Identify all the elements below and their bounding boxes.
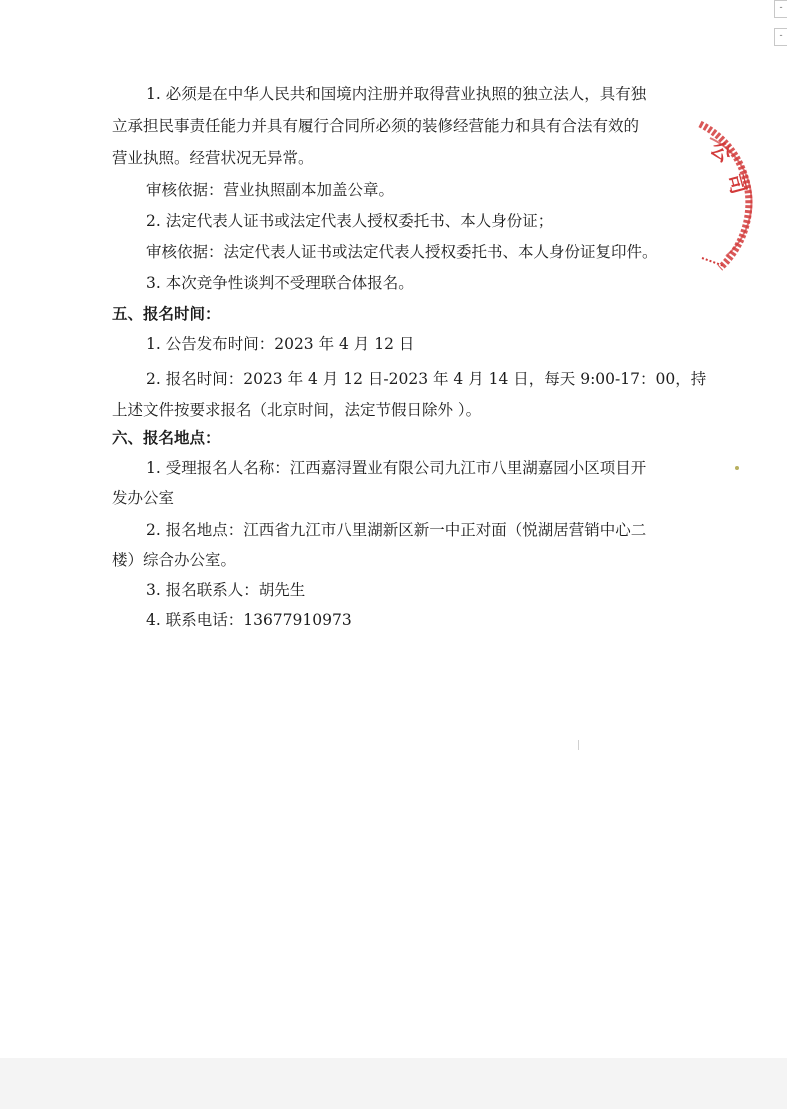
review-basis-2: 审核依据：法定代表人证书或法定代表人授权委托书、本人身份证复印件。 [146,243,658,261]
announcement-time: 1. 公告发布时间：2023 年 4 月 12 日 [146,335,415,353]
contact-phone: 4. 联系电话：13677910973 [146,611,352,629]
requirement-1-line-2: 立承担民事责任能力并具有履行合同所必须的装修经营能力和具有合法有效的 [112,117,640,135]
svg-text:公: 公 [705,135,737,168]
corner-widget-top[interactable]: - [774,0,787,18]
location-2-line-1: 2. 报名地点：江西省九江市八里湖新区新一中正对面（悦湖居营销中心二 [146,521,647,539]
requirement-1-line-1: 1. 必须是在中华人民共和国境内注册并取得营业执照的独立法人，具有独 [146,85,647,103]
section-6-heading: 六、报名地点： [112,429,221,447]
location-2-line-2: 楼）综合办公室。 [112,551,237,569]
registration-time-line-1: 2. 报名时间：2023 年 4 月 12 日-2023 年 4 月 14 日，每天 9:00-17：00，持 [146,370,707,388]
section-5-heading: 五、报名时间： [112,305,221,323]
review-basis-1: 审核依据：营业执照副本加盖公章。 [146,181,395,199]
corner-widget-bottom[interactable]: - [774,28,787,46]
svg-text:司: 司 [722,170,752,197]
scan-mark [578,740,579,750]
requirement-1-line-3: 营业执照。经营状况无异常。 [112,149,314,167]
company-seal-stamp [680,118,787,278]
location-1-line-1: 1. 受理报名人名称：江西嘉浔置业有限公司九江市八里湖嘉园小区项目开 [146,459,647,477]
requirement-3: 3. 本次竞争性谈判不受理联合体报名。 [146,274,414,292]
page-bottom-shade [0,1058,787,1109]
requirement-2: 2. 法定代表人证书或法定代表人授权委托书、本人身份证； [146,212,554,230]
location-1-line-2: 发办公室 [112,489,175,507]
contact-person: 3. 报名联系人：胡先生 [146,581,306,599]
registration-time-line-2: 上述文件按要求报名（北京时间，法定节假日除外 ）。 [112,401,482,419]
scan-speck [735,466,739,470]
